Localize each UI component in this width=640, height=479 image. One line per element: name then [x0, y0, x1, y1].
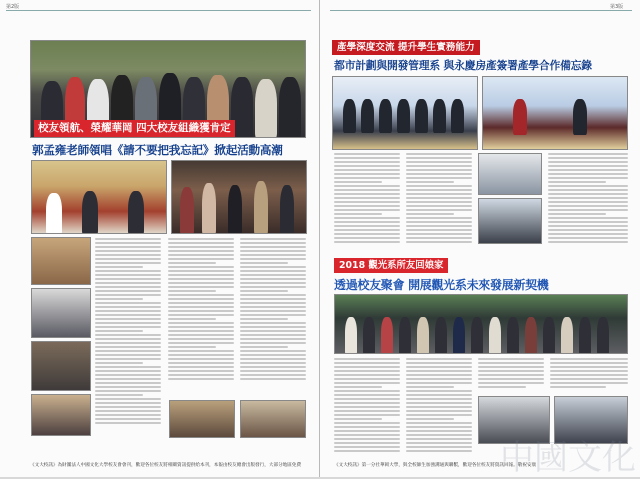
award-photo-1: [31, 237, 91, 285]
award-photo-4: [31, 394, 91, 436]
crowd-photo: [171, 160, 307, 234]
left-article-col-3: [240, 238, 306, 398]
right-article-1-col-1: [334, 153, 400, 245]
right-article-1-col-3: [548, 153, 628, 245]
tourism-alumni-group-photo: [334, 294, 628, 354]
right-article-2-col-1: [334, 358, 400, 454]
award-photo-3: [31, 341, 91, 391]
bottom-photo-1: [169, 400, 235, 438]
delegation-photo: [478, 198, 542, 244]
right-article-1-col-2: [406, 153, 472, 245]
mou-signing-photo-2: [482, 76, 628, 150]
right-red-banner-2: 2018 觀光系所友回娘家: [334, 258, 448, 273]
right-header-rule: [330, 10, 632, 11]
bottom-photo-2: [240, 400, 306, 438]
left-page: [0, 0, 320, 477]
banquet-photo: [31, 160, 167, 234]
right-article-2-col-4: [550, 358, 628, 394]
left-page-number: 第2版: [6, 4, 20, 10]
left-header-rule: [6, 10, 311, 11]
left-footer: 《文大校訊》為財團法人中國文化大學校友會會刊，歡迎各位校友將相關資訊提供給本刊，本報由校友總會出版發行，大部分地區免費: [30, 463, 302, 468]
right-page: [320, 0, 640, 477]
right-footer: 《文大校訊》第一分社華岡大學，與全校師生加強溝通與聯繫，歡迎各位校友將資訊回報。敬祝安康: [334, 463, 537, 468]
left-red-banner: 校友領航、榮耀華岡 四大校友組織獲肯定: [34, 120, 235, 137]
mou-signing-photo-1: [332, 76, 478, 150]
right-headline-1: 都市計劃與開發管理系 與永慶房產簽署產學合作備忘錄: [334, 59, 592, 72]
right-red-banner-1: 產學深度交流 提升學生實務能力: [332, 40, 480, 55]
exhibition-photo: [478, 153, 542, 195]
left-article-col-1: [95, 238, 161, 438]
left-headline: 郭孟雍老師領唱《請不要把我忘記》掀起活動高潮: [32, 143, 283, 157]
watermark: 中國文化: [500, 438, 636, 478]
right-page-number: 第3版: [610, 4, 624, 10]
right-article-2-col-2: [406, 358, 472, 454]
right-article-2-col-3: [478, 358, 544, 394]
left-article-col-2: [168, 238, 234, 398]
award-photo-2: [31, 288, 91, 338]
right-headline-2: 透過校友聚會 開展觀光系未來發展新契機: [334, 278, 549, 292]
